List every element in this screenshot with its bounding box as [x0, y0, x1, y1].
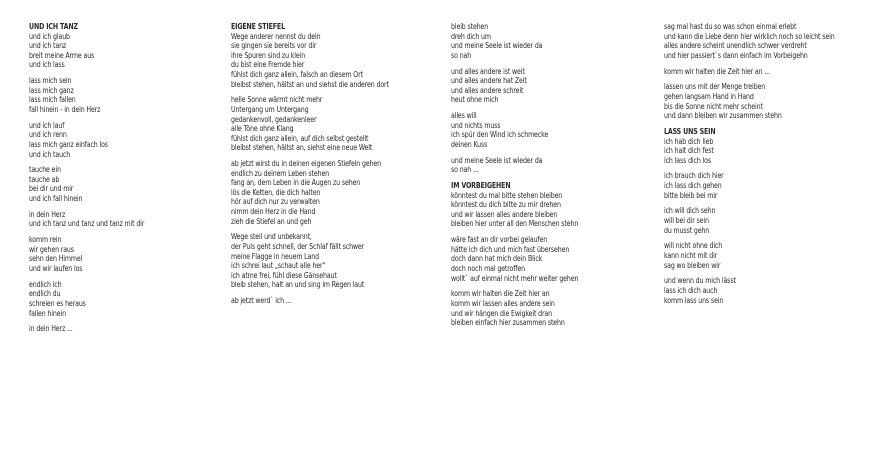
lyric-line: lassen uns mit der Menge treiben [664, 82, 766, 92]
lyric-line: und ich lauf [29, 120, 65, 130]
lyric-line: sie gingen sie bereits vor dir [231, 41, 317, 51]
lyric-line: fühlst dich ganz allein, auf dich selbst gestellt [231, 133, 369, 143]
lyric-line: alles will [451, 111, 477, 121]
lyric-line: alle Töne ohne Klang [231, 124, 294, 134]
lyric-line: wollt` auf einmal nicht mehr weiter gehen [451, 273, 579, 283]
stanza [29, 324, 222, 334]
lyric-line: bleiben einfach hier zusammen stehn [451, 318, 565, 328]
stanza [664, 82, 857, 120]
lyric-line: und alles andere hat Zeit [451, 76, 527, 86]
stanza [29, 165, 222, 203]
lyric-line: und wir lassen alles andere bleiben [451, 209, 558, 219]
lyric-line: zieh die Stiefel an und geh [231, 216, 312, 226]
stanza [29, 76, 222, 114]
lyric-line: sehn den Himmel [29, 254, 83, 264]
lyric-line: und wenn du mich lässt [664, 276, 736, 286]
lyrics-column-3 [451, 22, 644, 334]
lyric-line: lass mich fallen [29, 95, 76, 105]
lyric-line: und nichts muss [451, 120, 501, 130]
lyric-line: heut ohne mich [451, 95, 499, 105]
lyric-line: und alles andere ist weit [451, 66, 525, 76]
stanza [29, 22, 222, 70]
lyric-line: sag wo bleiben wir [664, 260, 721, 270]
lyric-line: ich schrei laut „schaut alle her“ [231, 261, 326, 271]
stanza [231, 159, 424, 226]
stanza [231, 95, 424, 153]
lyric-line: will nicht ohne dich [664, 241, 723, 251]
lyric-line: und kann die Liebe denn hier wirklich noch so leicht sein [664, 31, 835, 41]
stanza [451, 156, 644, 175]
lyric-line: und alles andere schreit [451, 85, 524, 95]
stanza [451, 181, 644, 229]
lyric-line: und ich tauch [29, 149, 71, 159]
lyric-line: bleib stehen [451, 22, 489, 31]
lyric-line: du musst gehn [664, 225, 710, 235]
lyric-line: fang an, dem Leben in die Augen zu sehen [231, 178, 361, 188]
lyric-line: so nah [451, 50, 472, 60]
lyric-line: könntest du dich bitte zu mir drehen [451, 200, 561, 210]
stanza [29, 280, 222, 318]
lyric-line: fühlst dich ganz allein, falsch an diesem Ort [231, 69, 363, 79]
lyric-line: bleiben hier unter all den Menschen stehn [451, 219, 579, 229]
lyric-line: ich will dich sehn [664, 206, 716, 216]
lyric-line: bitte bleib bei mir [664, 190, 718, 200]
lyric-line: bei dir und mir [29, 184, 74, 194]
lyric-line: komm wir halten die Zeit hier an [451, 289, 550, 299]
lyric-line: ab jetzt wirst du in deinen eigenen Stiefeln gehen [231, 159, 382, 169]
song-title: EIGENE STIEFEL [231, 22, 285, 31]
lyric-line: ich spür den Wind ich schmecke [451, 130, 549, 140]
lyric-line: und ich tanz und tanz und tanz mit dir [29, 219, 145, 229]
stanza [664, 241, 857, 270]
lyric-line: fall hinein - in dein Herz [29, 104, 101, 114]
lyric-line: Untergang um Untergang [231, 104, 309, 114]
lyric-line: helle Sonne wärmt nicht mehr [231, 95, 323, 105]
lyric-line: und ich tanz [29, 41, 67, 51]
lyric-line: breit meine Arme aus [29, 50, 95, 60]
lyric-line: ich hab dich lieb [664, 136, 714, 146]
lyric-line: ich lass dich gehen [664, 181, 722, 191]
lyric-line: du bist eine Fremde hier [231, 60, 305, 70]
stanza [451, 235, 644, 283]
lyric-line: in dein Herz [29, 209, 66, 219]
lyric-line: und ich renn [29, 130, 67, 140]
lyric-line: hätte ich dich und mich fast übersehen [451, 244, 570, 254]
lyric-line: wäre fast an dir vorbei gelaufen [451, 235, 548, 245]
stanza [231, 232, 424, 290]
lyrics-column-4 [664, 22, 857, 311]
lyric-line: und hier passiert`s dann einfach im Vorbeigehn [664, 50, 808, 60]
lyric-line: sag mal hast du so was schon einmal erlebt [664, 22, 797, 31]
stanza [29, 235, 222, 273]
lyric-line: ich atme frei, fühl diese Gänsehaut [231, 270, 337, 280]
lyric-line: tauche ein [29, 165, 61, 175]
lyric-line: gehen langsam Hand in Hand [664, 91, 754, 101]
stanza [664, 276, 857, 305]
lyric-line: komm wir lassen alles andere sein [451, 298, 555, 308]
lyric-line: gedankenvoll, gedankenleer [231, 114, 317, 124]
stanza [664, 206, 857, 235]
lyric-line: bis die Sonne nicht mehr scheint [664, 101, 763, 111]
lyric-line: ab jetzt werd` ich ... [231, 296, 292, 306]
lyric-line: komm wir halten die Zeit hier an ... [664, 66, 770, 76]
stanza [231, 22, 424, 89]
stanza [664, 22, 857, 60]
stanza [451, 22, 644, 60]
song-title: IM VORBEIGEHEN [451, 181, 511, 191]
stanza [451, 67, 644, 105]
lyric-line: und dann bleiben wir zusammen stehn [664, 111, 782, 121]
lyric-line: ihre Spuren sind zu klein [231, 50, 306, 60]
lyric-line: und wir laufen los [29, 264, 83, 273]
lyric-line: in dein Herz ... [29, 324, 73, 334]
lyric-line: komm rein [29, 235, 62, 245]
lyric-line: bleibst stehen, hältst an, siehst eine neue Welt [231, 143, 373, 153]
stanza [451, 111, 644, 149]
lyric-line: lass mich sein [29, 76, 72, 86]
lyrics-column-2 [231, 22, 424, 312]
stanza [664, 67, 857, 77]
stanza [664, 127, 857, 165]
lyric-line: doch dann hat mich dein Blick [451, 254, 543, 264]
lyric-line: endlich zu deinem Leben stehen [231, 168, 330, 178]
lyric-line: bleib stehen, halt an und sing im Regen laut [231, 280, 365, 290]
lyric-line: endlich du [29, 289, 61, 299]
lyric-line: meine Flagge in neuem Land [231, 251, 319, 261]
lyric-line: will bei dir sein [664, 216, 709, 226]
lyric-line: endlich ich [29, 279, 62, 289]
lyric-line: Wege anderer nennst du dein [231, 31, 321, 41]
lyric-line: ich brauch dich hier [664, 171, 724, 181]
lyric-line: und ich glaub [29, 31, 70, 41]
lyric-line: und meine Seele ist wieder da [451, 155, 543, 165]
lyric-line: und ich fall hinein [29, 194, 83, 204]
lyric-line: lass mich ganz einfach los [29, 139, 108, 149]
stanza [231, 296, 424, 306]
lyric-line: nimm dein Herz in die Hand [231, 207, 316, 217]
lyric-line: lass mich ganz [29, 85, 74, 95]
stanza [29, 121, 222, 159]
lyric-line: hör auf dich nur zu verwalten [231, 197, 320, 207]
lyric-line: und ich lass [29, 60, 65, 70]
lyrics-column-1 [29, 22, 222, 340]
lyric-line: lös die Ketten, die dich halten [231, 187, 321, 197]
lyric-line: ich lass dich los [664, 155, 712, 165]
song-title: LASS UNS SEIN [664, 126, 716, 136]
lyric-line: fallen hinein [29, 308, 66, 318]
lyric-line: deinen Kuss [451, 139, 488, 149]
lyric-line: bleibst stehen, hältst an und siehst die anderen dort [231, 79, 389, 89]
stanza [451, 289, 644, 327]
lyric-line: wir gehen raus [29, 244, 74, 254]
lyric-line: Wege steil und unbekannt, [231, 232, 312, 242]
lyric-line: so nah ... [451, 165, 479, 175]
lyric-line: und meine Seele ist wieder da [451, 41, 543, 51]
lyric-line: alles andere scheint unendlich schwer verdreht [664, 41, 807, 51]
lyric-line: schreien es heraus [29, 298, 86, 308]
lyric-line: dreh dich um [451, 31, 491, 41]
lyric-line: lass ich dich auch [664, 285, 718, 295]
lyric-line: der Puls geht schnell, der Schlaf fällt schwer [231, 242, 365, 252]
stanza [29, 210, 222, 229]
lyric-line: kann nicht mit dir [664, 251, 718, 260]
lyric-line: komm lass uns sein [664, 295, 724, 305]
lyric-line: ich halt dich fest [664, 146, 714, 156]
lyric-line: doch noch mal getroffen [451, 264, 525, 273]
lyric-line: und wir hängen die Ewigkeit dran [451, 308, 552, 318]
lyric-line: könntest du mal bitte stehen bleiben [451, 190, 563, 200]
song-title: UND ICH TANZ [29, 22, 78, 31]
stanza [664, 171, 857, 200]
lyric-line: tauche ab [29, 174, 60, 184]
